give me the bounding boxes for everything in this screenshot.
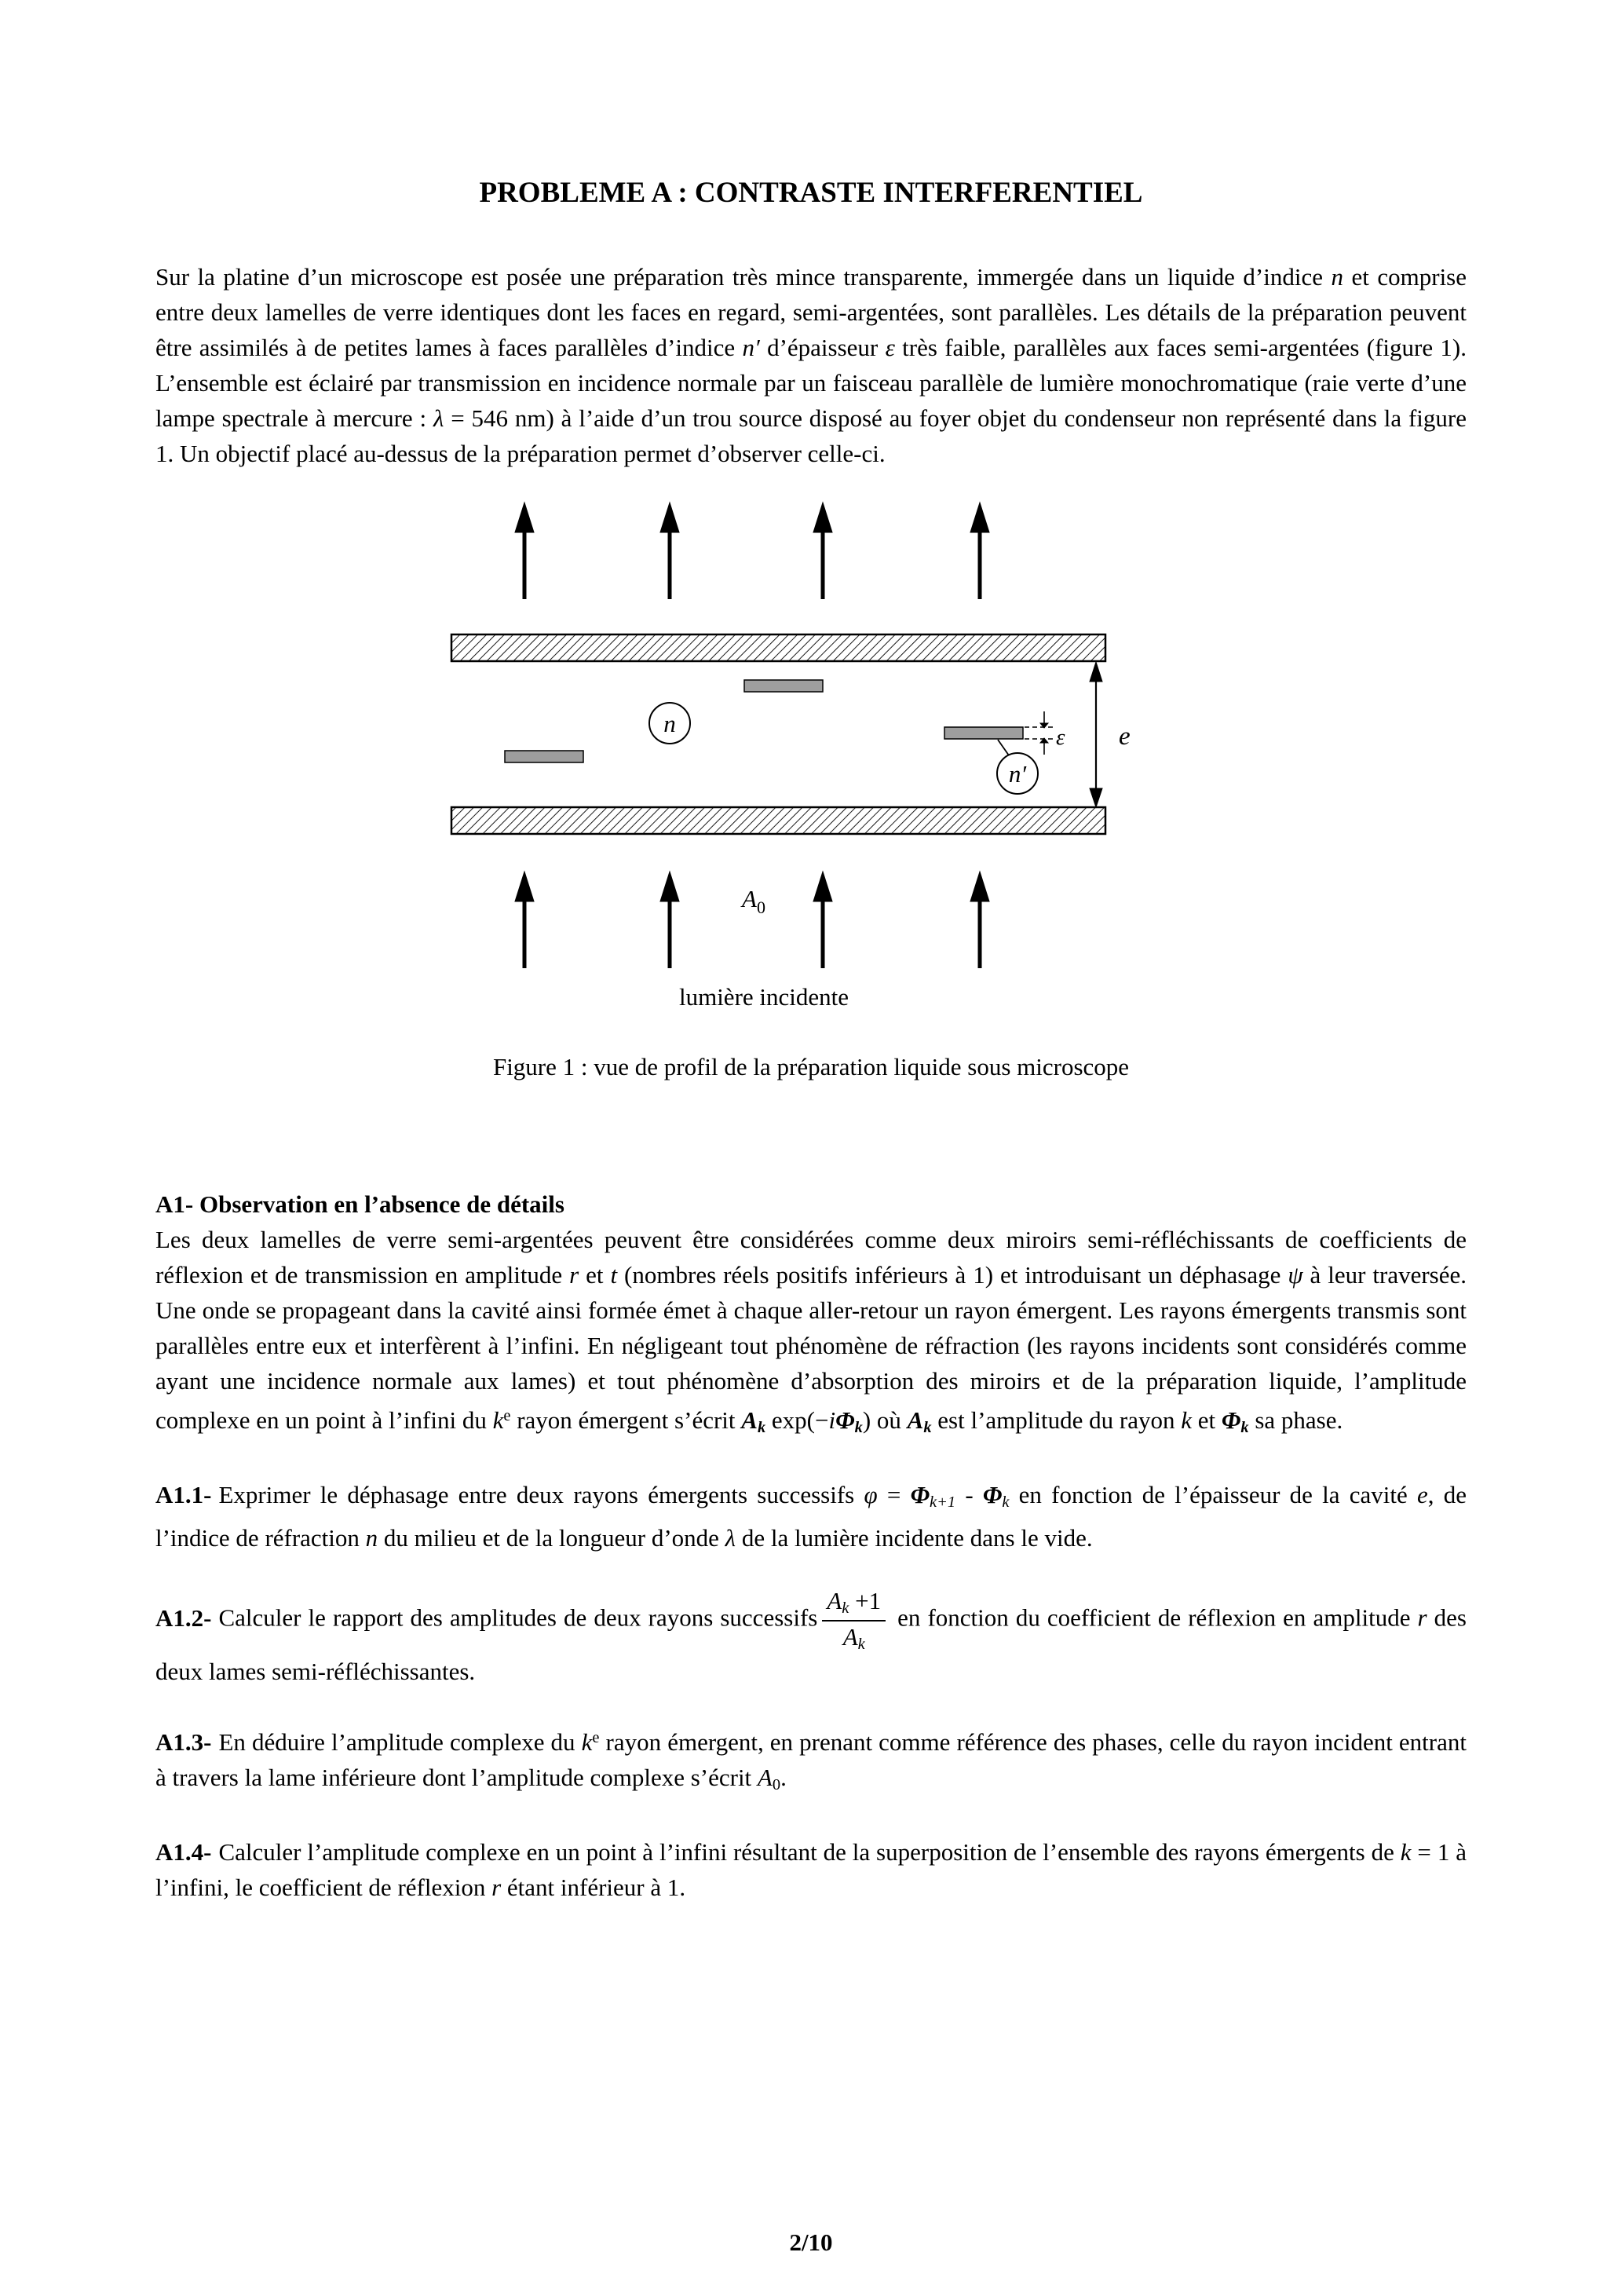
top-mirror-plate [451,634,1105,661]
intro-paragraph: Sur la platine d’un microscope est posée une préparation très mince transparente, immergée dans un liquide d’indice n et comprise entre deux lamelles de verre identiques dont les faces en regard, semi-argentées, sont parallèles. Les détails de la préparation peuvent être assimilés à de petites lames à faces parallèles d’indice n′ d’épaisseur ε très faible, parallèles aux faces semi-argentées (figure 1). L’ensemble est éclairé par transmission en incidence normale par un faisceau parallèle de lumière monochromatique (raie verte d’une lampe spectrale à mercure : λ = 546 nm) à l’aide d’un trou source disposé au foyer objet du condenseur non représenté dans la figure 1. Un objectif placé au-dessus de la préparation permet d’observer celle-ci. [155,263,1467,467]
bottom-mirror-plate [451,807,1105,834]
section-a1-heading: A1- Observation en l’absence de détails [155,1190,564,1218]
incident-light-label: lumière incidente [678,983,849,1011]
question-a1-3-label: A1.3- [155,1728,212,1757]
question-a1-1-text: Exprimer le déphasage entre deux rayons émergents successifs $\varphi = \Phi_{k+1} - \Phi_k$ en fonction de l’épaisseur de la cavité e, de l’indice de réfraction n du milieu et de la longueur d’onde λ de la lumière incidente dans le vide. [155,1481,1467,1552]
fraction-ak-plus-1-over-ak [822,1587,886,1654]
fraction-denominator: $A_k$ [842,1622,865,1653]
page-title: PROBLEME A : CONTRASTE INTERFERENTIEL [479,177,1143,209]
n-prime-index-label [997,740,1038,794]
detail-lamella-right [944,727,1023,739]
n-index-label [649,703,690,744]
question-a1-1-label: A1.1- [155,1481,212,1508]
detail-lamella-left [505,751,583,762]
fraction-numerator: $A_k +1$ [822,1587,886,1621]
question-a1-4-label: A1.4- [155,1838,212,1866]
figure-1-caption: Figure 1 : vue de profil de la préparation liquide sous microscope [492,1053,1130,1080]
section-a1-body: Les deux lamelles de verre semi-argentées peuvent être considérées comme deux miroirs semi-réfléchissants de coefficients de réflexion et de transmission en amplitude r et t (nombres réels positifs inférieurs à 1) et introduisant un déphasage ψ à leur traversée. Une onde se propageant dans la cavité ainsi formée émet à chaque aller-retour un rayon émergent. Les rayons émergents transmis sont parallèles entre eux et interfèrent à l’infini. En négligeant tout phénomène de réfraction (les rayons incidents sont considérés comme ayant une incidence normale aux lames) et tout phénomène d’absorption des miroirs et de la préparation liquide, l’amplitude complexe en un point à l’infini du $k^e$ rayon émergent s’écrit $A_k$ $\exp(-i\Phi_k)$ où $A_k$ est l’amplitude du rayon k et $\Phi_k$ sa phase. [155,1226,1467,1436]
question-a1-4 [155,1834,1467,1905]
question-a1-4-text: Calculer l’amplitude complexe en un point à l’infini résultant de la superposition de l’ensemble des rayons émergents de k = 1 à l’infini, le coefficient de réflexion r étant inférieur à 1. [155,1838,1467,1902]
question-a1-1 [155,1477,1467,1556]
e-label-text: e [1119,722,1131,751]
question-a1-2-text-after: en fonction du coefficient de réflexion en amplitude r des deux lames semi-réfléchissantes. [155,1603,1467,1686]
question-a1-2-label: A1.2- [155,1603,212,1632]
epsilon-label-text: ε [1056,725,1065,750]
n-prime-label-text: n′ [1008,760,1027,788]
question-a1-2-text-before: Calculer le rapport des amplitudes de deux rayons successifs [218,1603,818,1632]
question-a1-3 [155,1720,1467,1803]
figure-1 [155,493,1467,1021]
transmitted-light-arrows [515,503,989,599]
detail-lamella-center [744,680,823,692]
e-dimension-arrow [1090,662,1131,807]
question-a1-3-text: En déduire l’amplitude complexe du $k^e$ rayon émergent, en prenant comme référence des phases, celle du rayon incident entrant à travers la lame inférieure dont l’amplitude complexe s’écrit $A_0$. [155,1728,1467,1794]
figure-1-diagram [450,493,1172,1011]
a0-label: $A_0$ [742,885,765,917]
page-number: 2/10 [789,2228,833,2256]
epsilon-annotation [1025,711,1065,755]
question-a1-2 [155,1587,1467,1689]
n-label-text: n [663,710,676,737]
